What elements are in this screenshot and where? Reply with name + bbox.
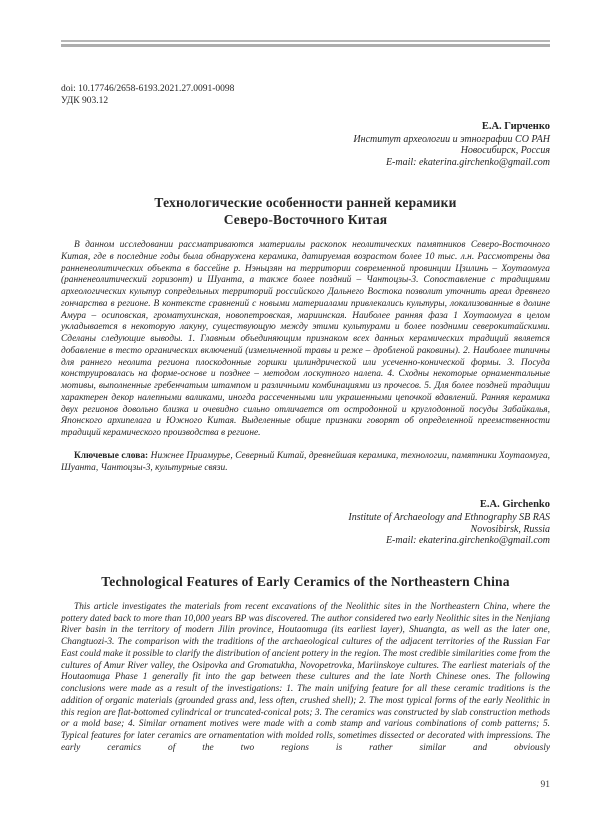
header-double-rule	[61, 40, 550, 47]
title-ru-line1: Технологические особенности ранней керамики	[154, 195, 457, 210]
doi: doi: 10.17746/2658-6193.2021.27.0091-0098	[61, 83, 235, 94]
keywords-ru	[61, 451, 550, 475]
title-ru	[61, 194, 550, 228]
keywords-text: Нижнее Приамурье, Северный Китай, древнейшая керамика, технологии, памятники Хоутаомуга, Шуанта, Чантоцзы-3, культурные связи.	[61, 450, 550, 473]
author-name-en: E.A. Girchenko	[479, 499, 550, 511]
russian-author-block	[61, 120, 550, 169]
english-author-block	[61, 498, 550, 547]
city-ru: Новосибирск, Россия	[460, 145, 550, 156]
page-number: 91	[540, 780, 550, 790]
email-en: E-mail: ekaterina.girchenko@gmail.com	[385, 535, 550, 547]
keywords-label: Ключевые слова:	[74, 450, 149, 461]
affiliation-ru: Институт археологии и этнографии СО РАН	[353, 133, 550, 145]
author-name-ru: Е.А. Гирченко	[481, 120, 550, 132]
rule-line-bottom	[61, 44, 550, 47]
doi-block	[61, 83, 550, 108]
title-ru-line2: Северо-Восточного Китая	[223, 212, 388, 227]
email-ru: E-mail: ekaterina.girchenko@gmail.com	[385, 156, 550, 168]
affiliation-en: Institute of Archaeology and Ethnography SB RAS	[348, 512, 550, 524]
abstract-en: This article investigates the materials from recent excavations of the Neolithic sites in the Northeastern China, where the pottery dated back to more than 10,000 years BP was discovered. The author considered two early Neolithic sites in the Nenjiang River basin in the territory of modern Jilin province, Houtaomuga (its earliest layer), Shuangta, as well as the later one, Changtuozi-3. The comparison with the traditions of the archaeological cultures of the adjacent territories of the Russian Far East could make it possible to clarify the distribution of ancient pottery in the region. The most credible similarities come from the cultures of Amur River valley, the Osipovka and Gromatukha, Novopetrovka, Mariinskoye cultures. The earliest materials of the Houtaomuga Phase 1 generally fit into the gap between these cultures and the late North Chinese ones. The following conclusions were made as a result of the investigations: 1. The main unifying feature for all these ceramic traditions is the addition of organic materials (grounded grass and, less often, crushed shell); 2. The most typical forms of the early Neolithic in this region are flat-bottomed cylindrical or truncated-conical pots; 3. The ceramics was constructed by slab construction methods or a mold base; 4. Similar ornament motives were made with a comb stamp and various combinations of comb patterns; 5. Typical features for later ceramics are ornamentation with molded rolls, sometimes dissected or decorated with impressions. The early ceramics of the two regions is rather similar and obviously	[61, 601, 550, 753]
city-en: Novosibirsk, Russia	[470, 523, 550, 535]
abstract-ru: В данном исследовании рассматриваются материалы раскопок неолитических памятников Северо-Восточного Китая, где в последние годы была обнаружена керамика, датируемая возрастом более 10 тыс. л.н. Рассмотрены два ранненеолитических объекта в бассейне р. Нэньцзян на территории современной провинции Цзилинь – Хоутаомуга (ранненеолитический горизонт) и Шуанта, а также более поздний – Чантоцзы-3. Сопоставление с традициями археологических культур сопредельных территорий российского Дальнего Востока позволит уточнить ареал древнего гончарства в регионе. В контексте сравнений с новыми материалами привлекались культуры, локализованные в долине Амура – осиповская, громатухинская, новопетровская, мариинская. Наиболее ранняя фаза 1 Хоутаомуга в целом укладывается в некоторую лакуну, существующую между этими культурами и более поздними северокитайскими. Сделаны следующие выводы. 1. Главным объединяющим признаком всех данных керамических традиций является добавление в тесто органических включений (измельченной травы и реже – дробленой раковины). 2. Наиболее типичны для раннего неолита региона плоскодонные горшки цилиндрической или усеченно-конической формы. 3. Посуда конструировалась на форме-основе и позднее – методом лоскутного налепа. 4. Сходны некоторые орнаментальные мотивы, выполненные гребенчатым штампом и различными комбинациями из прочесов. 5. Для более поздней традиции характерен декор налепными валиками, иногда рассеченными или украшенными цепочкой вдавлений. Ранняя керамика двух регионов довольно близка и очевидно сильно отличается от остродонной и круглодонной посуды Забайкалья, Японского архипелага и Южного Китая. Выделенные общие признаки говорят об определенной преемственности традиций керамического производства в регионе.	[61, 240, 550, 438]
udc: УДК 903.12	[61, 96, 109, 106]
title-en: Technological Features of Early Ceramics of the Northeastern China	[101, 573, 510, 589]
